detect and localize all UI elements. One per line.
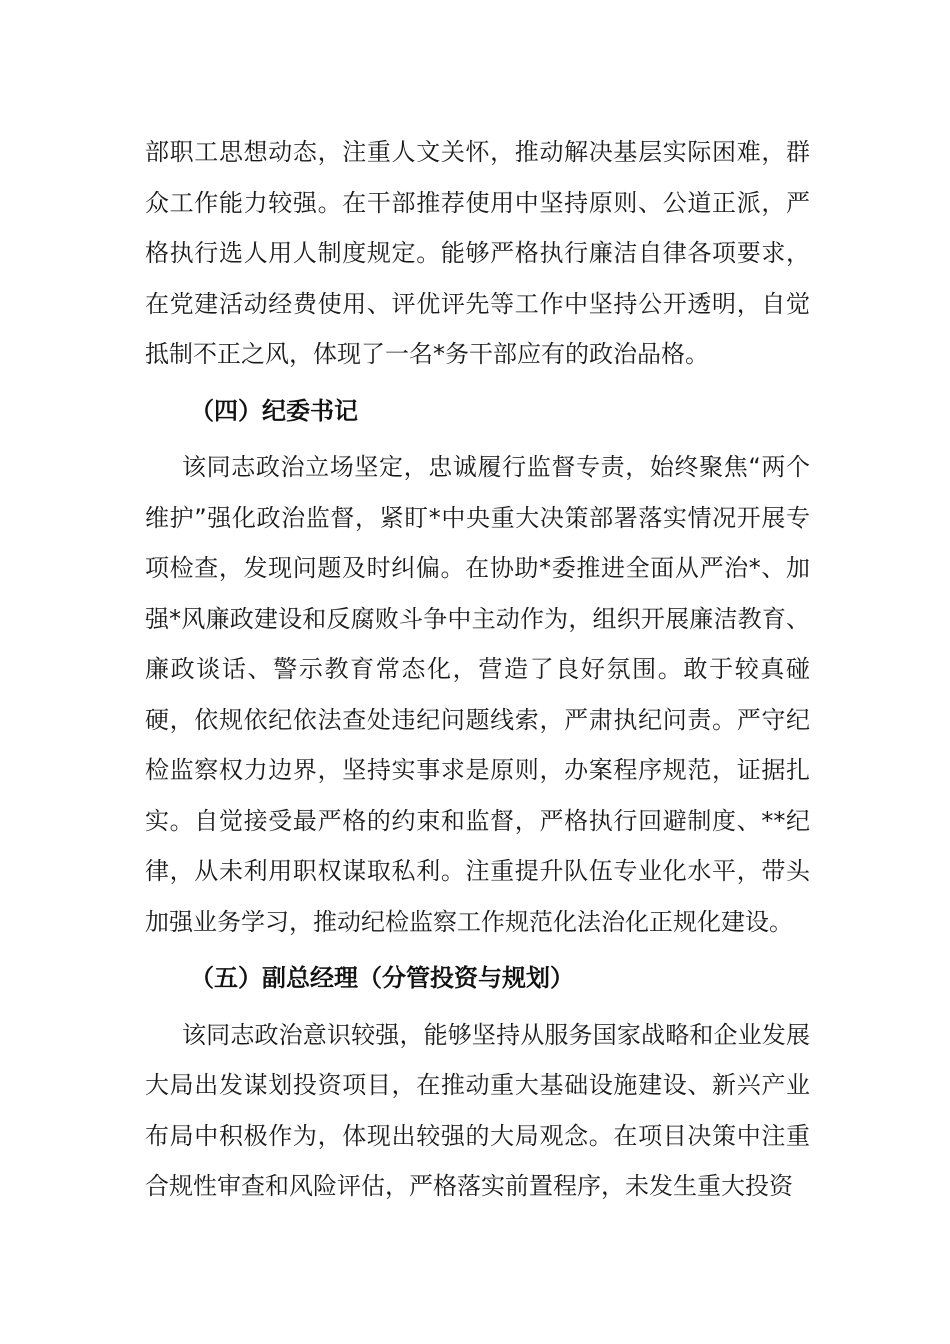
- section-heading-4: （四）纪委书记: [190, 396, 358, 425]
- section-heading-5: （五）副总经理（分管投资与规划）: [190, 964, 574, 992]
- paragraph-deputy-gm: 该同志政治意识较强，能够坚持从服务国家战略和企业发展大局出发谋划投资项目，在推动重大基础设施建设、新兴产业布局中积极作为，体现出较强的大局观念。在项目决策中注重合规性审查和风险评估，严格落实前置程序，未发生重大投资: [145, 1020, 810, 1200]
- paragraph-discipline-secretary: 该同志政治立场坚定，忠诚履行监督专责，始终聚焦“两个维护”强化政治监督，紧盯*中央重大决策部署落实情况开展专项检查，发现问题及时纠偏。在协助*委推进全面从严治*、加强*风廉政建设和反腐败斗争中主动作为，组织开展廉洁教育、廉政谈话、警示教育常态化，营造了良好氛围。敢于较真碰硬，依规依纪依法查处违纪问题线索，严肃执纪问责。严守纪检监察权力边界，坚持实事求是原则，办案程序规范，证据扎实。自觉接受最严格的约束和监督，严格执行回避制度、**纪律，从未利用职权谋取私利。注重提升队伍专业化水平，带头加强业务学习，推动纪检监察工作规范化法治化正规化建设。: [145, 453, 810, 936]
- document-body: [145, 127, 810, 1212]
- paragraph-continued: 部职工思想动态，注重人文关怀，推动解决基层实际困难，群众工作能力较强。在干部推荐使用中坚持原则、公道正派，严格执行选人用人制度规定。能够严格执行廉洁自律各项要求，在党建活动经费使用、评优评先等工作中坚持公开透明，自觉抵制不正之风，体现了一名*务干部应有的政治品格。: [145, 138, 810, 368]
